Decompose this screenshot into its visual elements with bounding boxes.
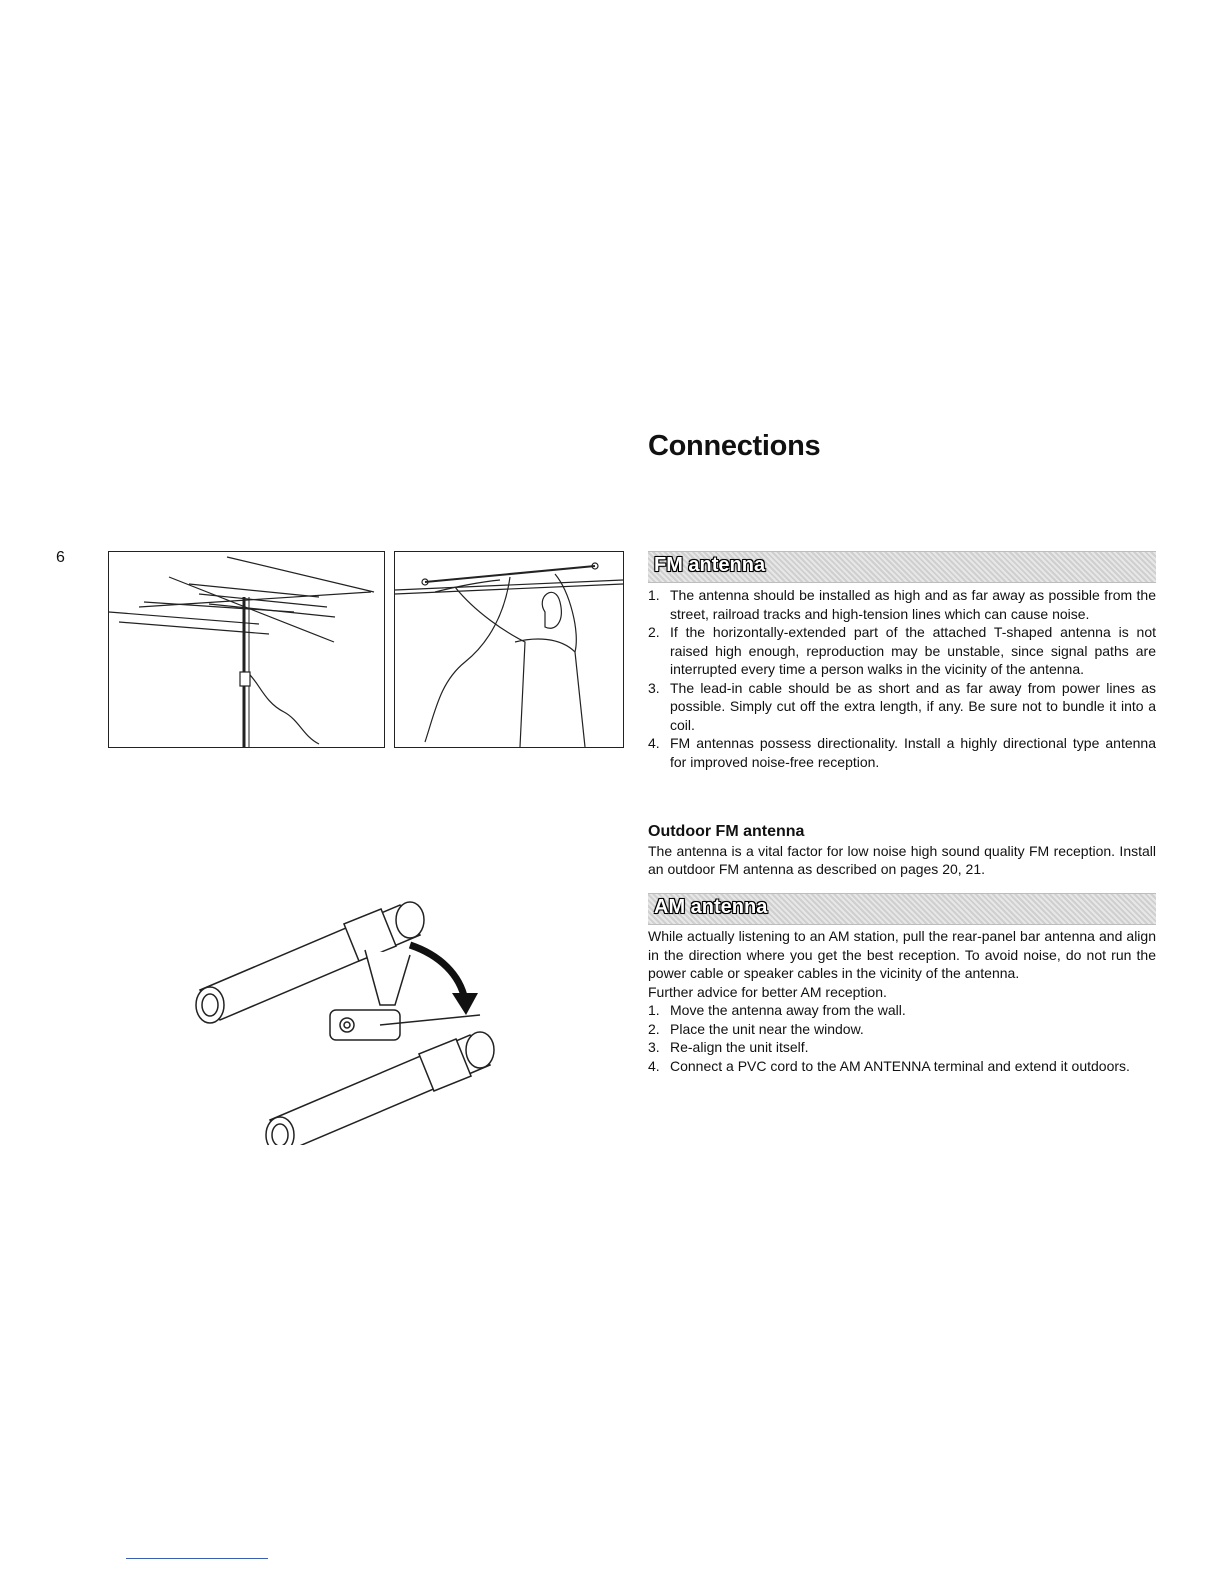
list-item: 3. Re-align the unit itself. bbox=[648, 1039, 809, 1055]
list-item: 3. The lead-in cable should be as short and as far away from power lines as possible. Simply cut off the extra length, if any. Be sure not to bundle it into a coil. bbox=[648, 679, 1156, 733]
outdoor-fm-heading: Outdoor FM antenna bbox=[648, 823, 805, 840]
am-advice-text: Further advice for better AM reception. bbox=[648, 983, 887, 1000]
list-item: 4. Connect a PVC cord to the AM ANTENNA terminal and extend it outdoors. bbox=[648, 1057, 1130, 1074]
list-item: 4. FM antennas possess directionality. Install a highly directional type antenna for improved noise-free reception. bbox=[648, 735, 1156, 770]
indoor-antenna-figure bbox=[394, 551, 624, 748]
am-antenna-heading: AM antenna bbox=[654, 896, 768, 918]
am-antenna-section bbox=[648, 927, 1156, 1075]
am-antenna-heading-bar bbox=[648, 893, 1156, 925]
list-item: 1. The antenna should be installed as high and as far away as possible from the street, railroad tracks and high-tension lines which can cause noise. bbox=[648, 587, 1156, 622]
page-number: 6 bbox=[56, 549, 65, 566]
fm-antenna-heading-bar bbox=[648, 551, 1156, 583]
yagi-antenna-illustration bbox=[109, 552, 384, 747]
page-title: Connections bbox=[648, 430, 821, 462]
list-item: 2. If the horizontally-extended part of the attached T-shaped antenna is not raised high enough, reproduction may be unstable, since signal paths are interrupted every time a person walks in the vicinity of the antenna. bbox=[648, 624, 1156, 677]
outdoor-fm-section bbox=[648, 823, 1156, 879]
bar-antenna-illustration bbox=[180, 895, 520, 1145]
outdoor-fm-text: The antenna is a vital factor for low noise high sound quality FM reception. Install an outdoor FM antenna as described on pages 20, 21. bbox=[648, 842, 1156, 877]
fm-antenna-heading: FM antenna bbox=[654, 554, 766, 576]
list-item: 2. Place the unit near the window. bbox=[648, 1020, 864, 1037]
fm-antenna-list bbox=[648, 586, 1156, 771]
outdoor-antenna-figure bbox=[108, 551, 385, 748]
am-bar-antenna-figure bbox=[180, 895, 520, 1145]
footer-divider bbox=[126, 1558, 268, 1559]
am-antenna-text: While actually listening to an AM station, pull the rear-panel bar antenna and align in the direction where you get the best reception. To avoid noise, do not run the power cable or speaker cables in the vicinity of the antenna. bbox=[648, 928, 1156, 981]
person-raising-antenna-illustration bbox=[395, 552, 623, 747]
list-item: 1. Move the antenna away from the wall. bbox=[648, 1002, 906, 1018]
